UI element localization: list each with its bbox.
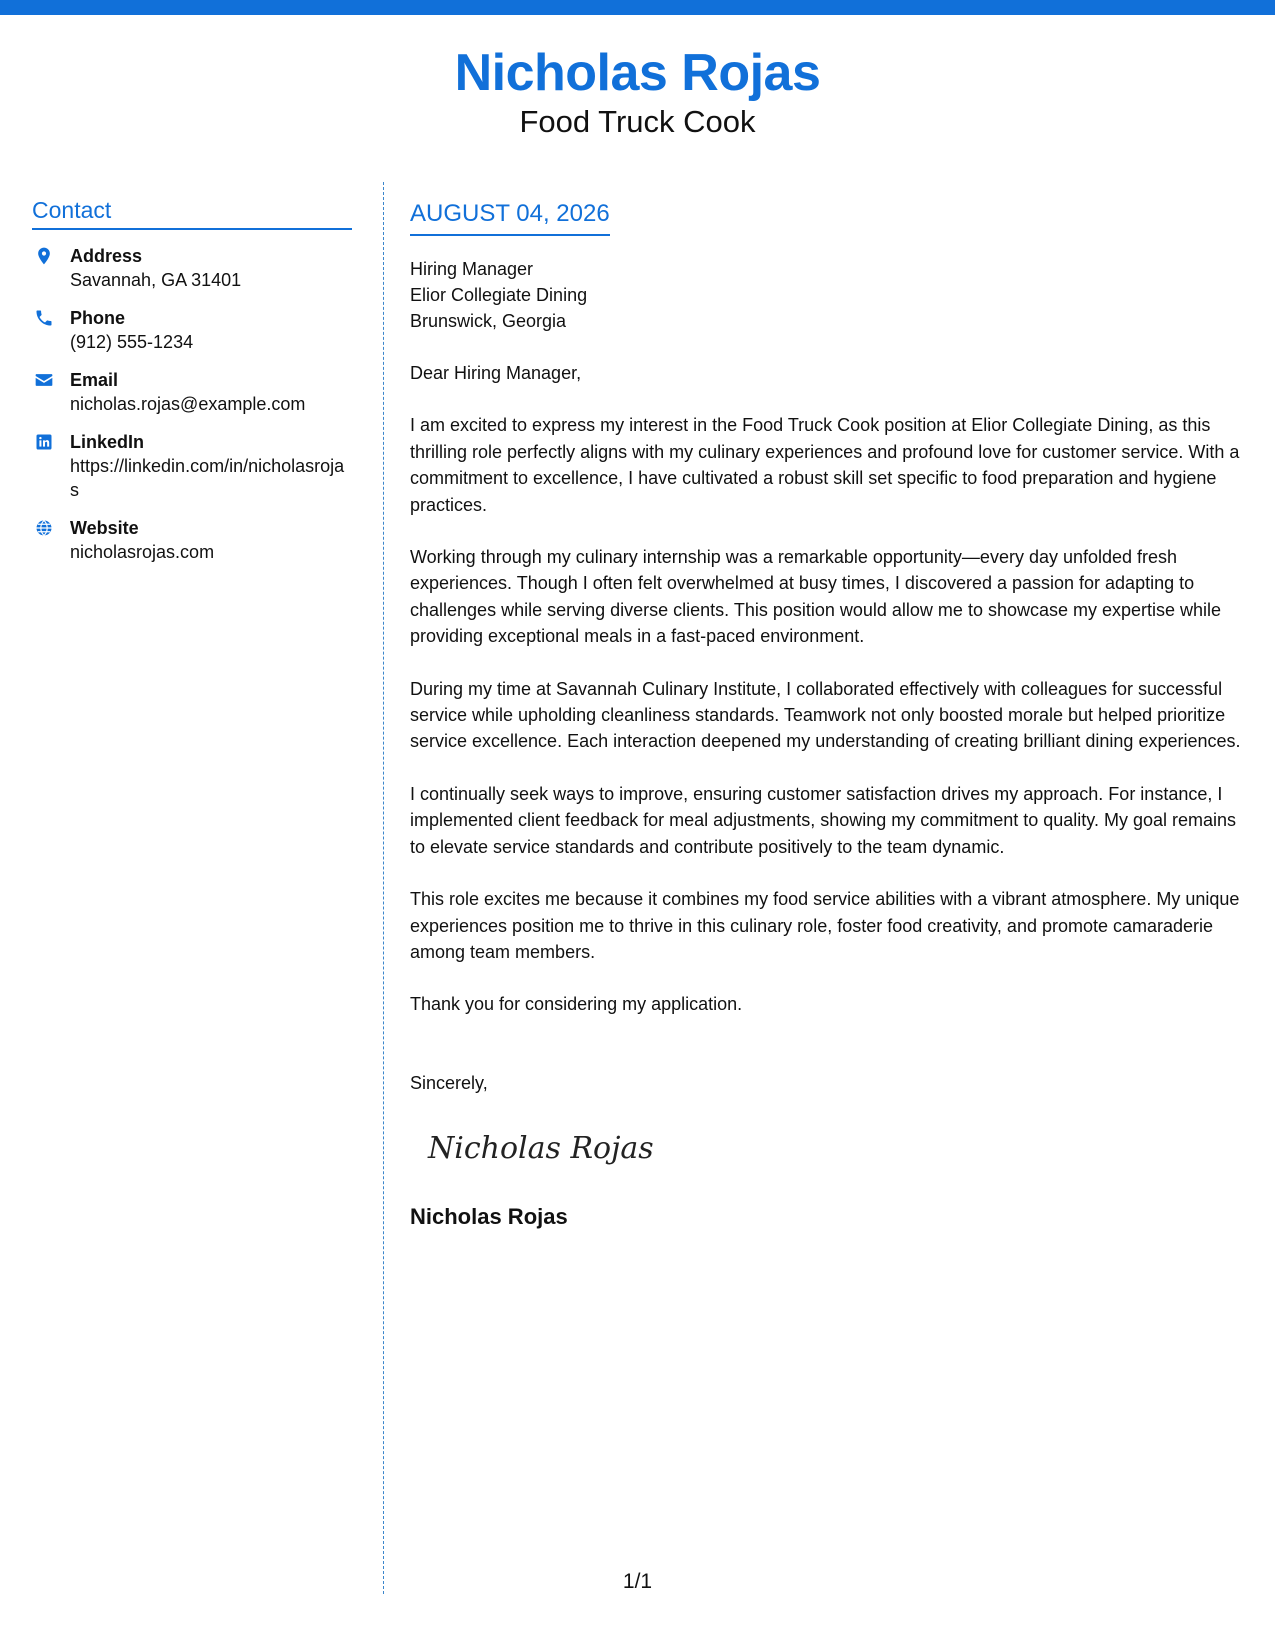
header [0,40,1275,140]
contact-email [32,368,352,416]
contact-linkedin [32,430,352,502]
top-accent-bar [0,0,1275,15]
recipient-line: Brunswick, Georgia [410,311,567,331]
contact-sidebar [32,196,352,564]
contact-address [32,244,352,292]
salutation: Dear Hiring Manager, [410,363,582,383]
website-value[interactable]: nicholasrojas.com [70,542,215,562]
signer-name: Nicholas Rojas [410,1203,568,1229]
linkedin-value[interactable]: https://linkedin.com/in/nicholasrojas [70,456,345,500]
phone-value: (912) 555-1234 [70,332,194,352]
linkedin-label: LinkedIn [70,432,145,452]
linkedin-icon [34,432,54,452]
handwritten-signature [424,1118,664,1174]
paragraph: I continually seek ways to improve, ensuring customer satisfaction drives my approach. For instance, I implemented client feedback for meal adjustments, showing my commitment to quality. My goal remains to elevate service standards and contribute positively to the team dynamic. [410,783,1237,857]
applicant-name: Nicholas Rojas [454,44,821,102]
phone-label: Phone [70,308,126,328]
address-value: Savannah, GA 31401 [70,270,242,290]
map-pin-icon [34,246,54,266]
paragraph: I am excited to express my interest in the Food Truck Cook position at Elior Collegiate Dining, as this thrilling role perfectly aligns with my culinary experiences and profound love for customer service. With a commitment to excellence, I have cultivated a robust skill set specific to food preparation and hygiene practices. [410,415,1240,515]
column-divider [383,182,384,1594]
recipient-line: Elior Collegiate Dining [410,285,588,305]
address-label: Address [70,246,143,266]
phone-icon [34,308,54,328]
recipient-line: Hiring Manager [410,259,534,279]
globe-icon [34,518,54,538]
paragraph: This role excites me because it combines my food service abilities with a vibrant atmosphere. My unique experiences position me to thrive in this culinary role, foster food creativity, and promote camaraderie among team members. [410,889,1240,962]
job-title: Food Truck Cook [519,104,756,139]
contact-phone [32,306,352,354]
recipient-block [410,256,1255,334]
page-number: 1/1 [622,1570,653,1593]
website-label: Website [70,518,139,538]
email-label: Email [70,370,119,390]
closing: Sincerely, [410,1072,488,1093]
paragraph: During my time at Savannah Culinary Institute, I collaborated effectively with colleagues for successful service while upholding cleanliness standards. Teamwork not only boosted morale but helped prioritize service excellence. Each interaction deepened my understanding of creating brilliant dining experiences. [410,678,1241,752]
contact-website [32,516,352,564]
email-value: nicholas.rojas@example.com [70,394,306,414]
envelope-icon [34,370,54,390]
letter-date: AUGUST 04, 2026 [410,198,610,236]
paragraph: Working through my culinary internship was a remarkable opportunity—every day unfolded fresh experiences. Though I often felt overwhelmed at busy times, I discovered a passion for adapting to challenges while serving diverse clients. This position would allow me to showcase my expertise while providing exceptional meals in a fast-paced environment. [410,547,1222,647]
paragraph: Thank you for considering my application. [410,994,743,1015]
contact-heading: Contact [32,196,352,230]
letter-body [410,198,1255,1230]
svg-text:Nicholas Rojas: Nicholas Rojas [428,1131,654,1167]
